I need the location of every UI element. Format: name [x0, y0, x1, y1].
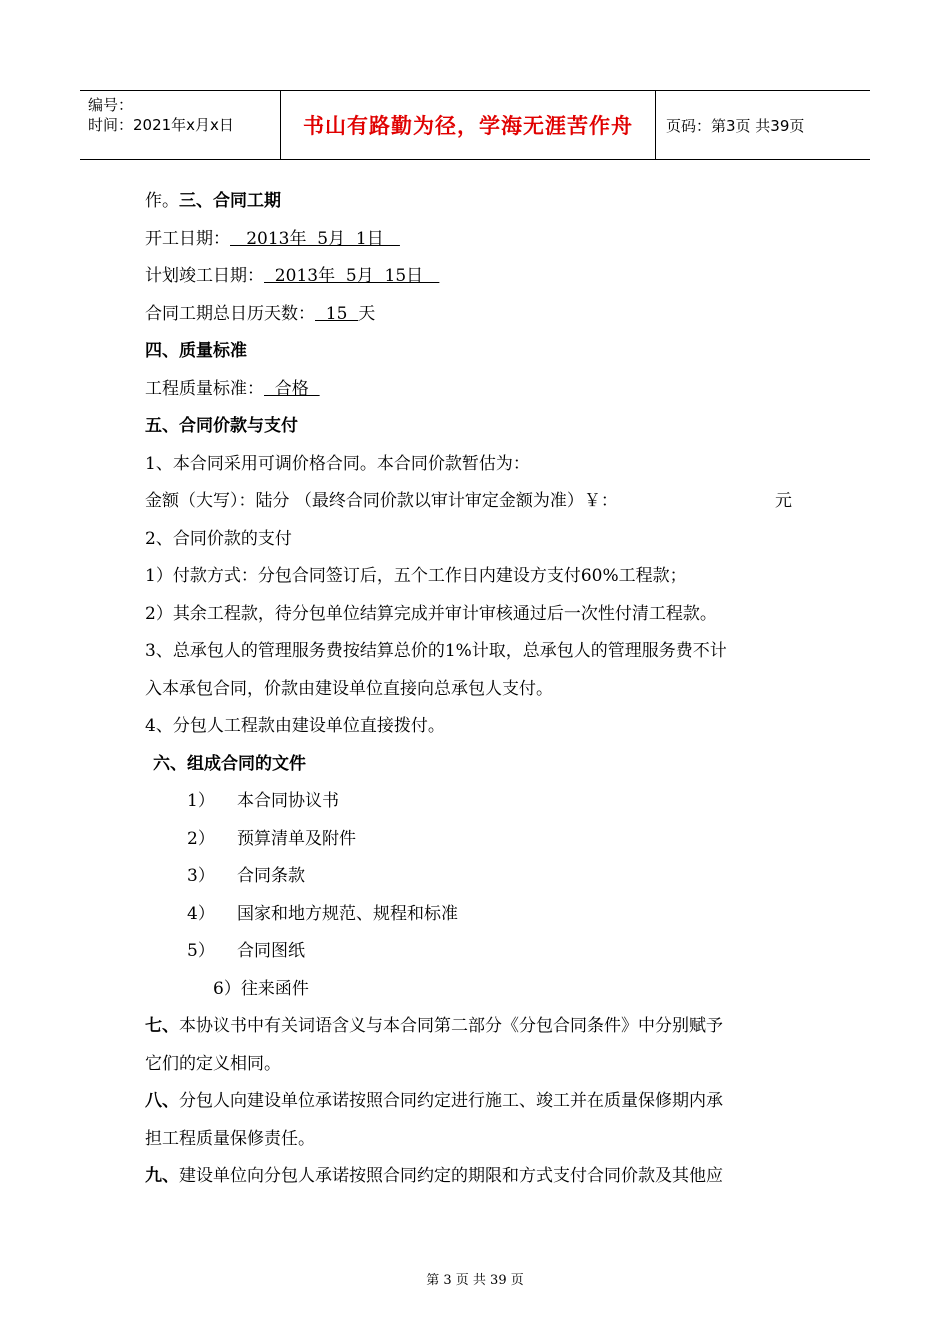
doc-num: 5）	[187, 941, 215, 961]
amount-text: 金额（大写）：陆分 （最终合同价款以审计审定金额为准）￥：	[145, 491, 618, 511]
doc-item-6: 6）往来函件	[213, 978, 309, 999]
doc-text: 合同图纸	[237, 941, 305, 961]
amount-line	[145, 483, 810, 521]
section-7-text: 本协议书中有关词语含义与本合同第二部分《分包合同条件》中分别赋予	[179, 1016, 723, 1036]
quality-line	[145, 371, 810, 409]
section-9-num: 九、	[145, 1166, 179, 1186]
doc-item	[145, 896, 810, 934]
para-2: 2、合同价款的支付	[145, 528, 292, 549]
page-footer: 第 3 页 共 39 页	[426, 1273, 524, 1288]
header-meta	[80, 91, 281, 159]
para-4: 2）其余工程款，待分包单位结算完成并审计审核通过后一次性付清工程款。	[145, 603, 717, 624]
line-1	[145, 183, 810, 221]
section-8	[145, 1083, 810, 1121]
start-date-label: 开工日期：	[145, 228, 230, 249]
doc-text: 预算清单及附件	[237, 828, 356, 849]
amount-unit: 元	[775, 491, 792, 511]
doc-item	[145, 933, 810, 971]
page-header	[80, 90, 870, 160]
days-line	[145, 296, 810, 334]
section-6-heading: 六、组成合同的文件	[153, 753, 306, 774]
section-3-heading: 三、合同工期	[179, 191, 281, 211]
start-date-value: 2013年 5月 1日	[230, 228, 400, 249]
section-8-num: 八、	[145, 1091, 179, 1111]
para-5b: 入本承包合同，价款由建设单位直接向总承包人支付。	[145, 678, 553, 699]
section-8-cont: 担工程质量保修责任。	[145, 1128, 315, 1149]
time-label: 时间：2021年x月x日	[88, 116, 234, 134]
doc-num: 4）	[187, 903, 215, 924]
end-date-line	[145, 258, 810, 296]
text: 作。	[145, 191, 179, 211]
doc-text: 国家和地方规范、规程和标准	[237, 903, 458, 924]
quality-value: 合格	[264, 378, 320, 399]
para-3: 1）付款方式：分包合同签订后，五个工作日内建设方支付60%工程款；	[145, 566, 687, 586]
end-date-value: 2013年 5月 15日	[264, 266, 440, 286]
section-7	[145, 1008, 810, 1046]
doc-num: 1）	[187, 791, 215, 811]
doc-text: 本合同协议书	[237, 791, 339, 811]
section-8-text: 分包人向建设单位承诺按照合同约定进行施工、竣工并在质量保修期内承	[179, 1091, 723, 1111]
serial-label: 编号：	[88, 96, 134, 114]
days-unit: 天	[358, 303, 376, 324]
quality-label: 工程质量标准：	[145, 378, 264, 399]
doc-num: 3）	[187, 866, 215, 886]
header-page-info: 页码：第3页 共39页	[666, 116, 805, 135]
section-4-heading: 四、质量标准	[145, 341, 247, 361]
document-body	[145, 183, 810, 1196]
header-motto: 书山有路勤为径，学海无涯苦作舟	[281, 91, 656, 159]
doc-item	[145, 858, 810, 896]
section-7-cont: 它们的定义相同。	[145, 1053, 281, 1074]
doc-text: 合同条款	[237, 866, 305, 886]
section-9-text: 建设单位向分包人承诺按照合同约定的期限和方式支付合同价款及其他应	[179, 1166, 723, 1186]
doc-num: 2）	[187, 828, 215, 849]
doc-item	[145, 783, 810, 821]
section-7-num: 七、	[145, 1016, 179, 1036]
section-5-heading: 五、合同价款与支付	[145, 416, 298, 436]
end-date-label: 计划竣工日期：	[145, 266, 264, 286]
para-1: 1、本合同采用可调价格合同。本合同价款暂估为：	[145, 453, 530, 474]
para-5a: 3、总承包人的管理服务费按结算总价的1%计取，总承包人的管理服务费不计	[145, 641, 727, 661]
section-9	[145, 1158, 810, 1196]
days-label: 合同工期总日历天数：	[145, 303, 315, 324]
doc-item	[145, 821, 810, 859]
days-value: 15	[315, 303, 359, 324]
para-6: 4、分包人工程款由建设单位直接拨付。	[145, 716, 445, 736]
start-date-line	[145, 221, 810, 259]
